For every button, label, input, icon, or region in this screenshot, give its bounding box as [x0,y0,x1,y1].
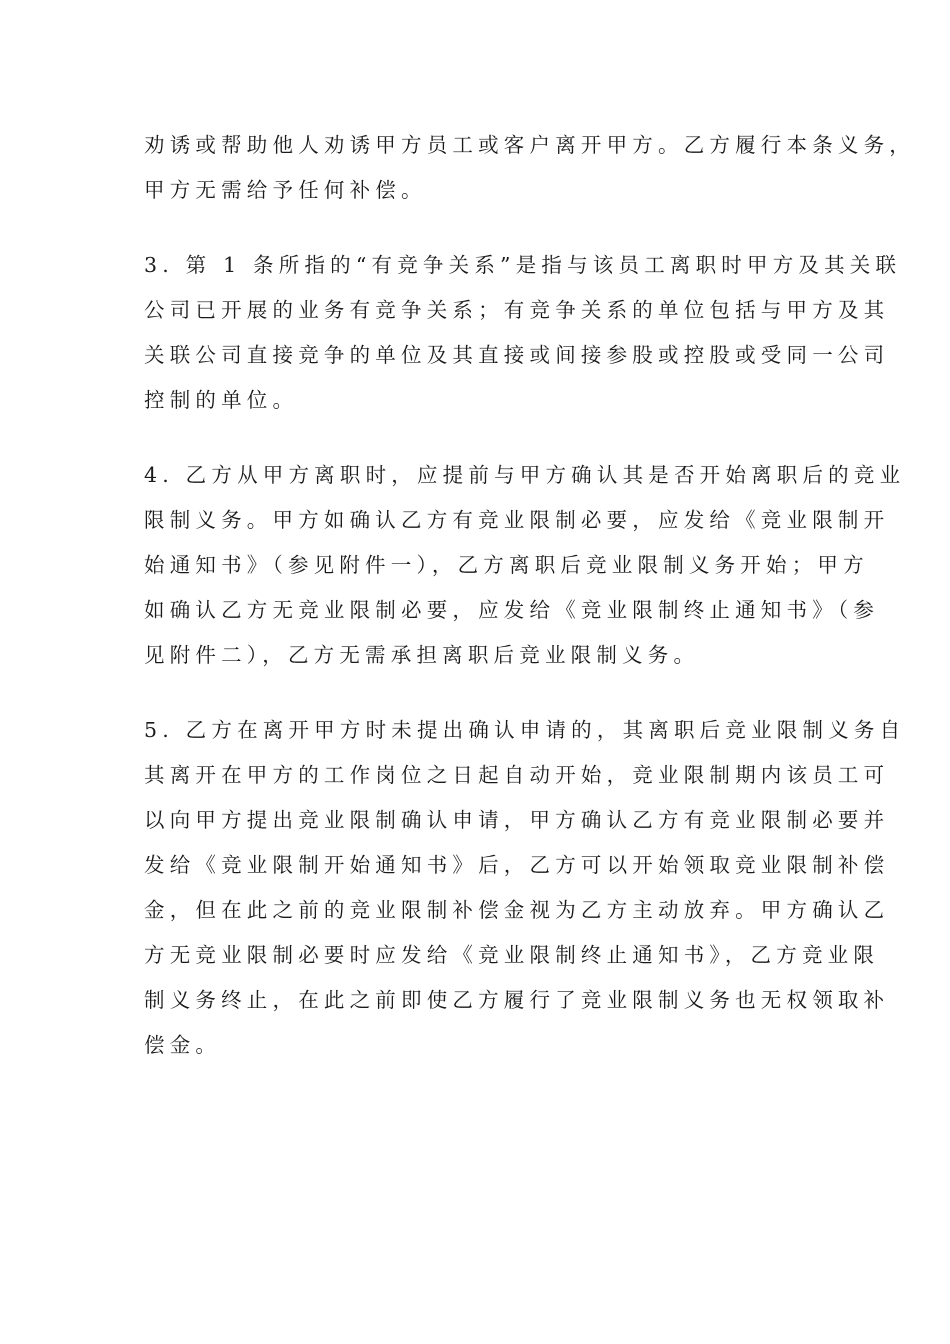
text-line: 限制义务。甲方如确认乙方有竞业限制必要，应发给《竞业限制开 [144,508,890,532]
text-line: 控制的单位。 [144,388,299,412]
text-line: 以向甲方提出竞业限制确认申请，甲方确认乙方有竞业限制必要并 [144,808,890,832]
text-line: 甲方无需给予任何补偿。 [144,178,427,202]
paragraph-clause-3 [144,243,902,423]
text-line: 偿金。 [144,1033,222,1057]
text-line: 公司已开展的业务有竞争关系；有竞争关系的单位包括与甲方及其 [144,298,890,322]
text-line: 见附件二），乙方无需承担离职后竞业限制义务。 [144,643,700,667]
text-line: 金，但在此之前的竞业限制补偿金视为乙方主动放弃。甲方确认乙 [144,898,890,922]
text-line: 5. 乙方在离开甲方时未提出确认申请的，其离职后竞业限制义务自 [144,718,906,742]
paragraph-continuation [144,123,915,213]
text-line: 3. 第 1 条所指的“有竞争关系”是指与该员工离职时甲方及其关联 [144,253,902,277]
text-line: 制义务终止，在此之前即使乙方履行了竞业限制义务也无权领取补 [144,988,890,1012]
text-line: 4. 乙方从甲方离职时，应提前与甲方确认其是否开始离职后的竞业 [144,463,906,487]
text-line: 关联公司直接竞争的单位及其直接或间接参股或控股或受同一公司 [144,343,890,367]
text-line: 方无竞业限制必要时应发给《竞业限制终止通知书》，乙方竞业限 [144,943,880,967]
paragraph-clause-5 [144,708,906,1068]
text-line: 劝诱或帮助他人劝诱甲方员工或客户离开甲方。乙方履行本条义务， [144,133,915,157]
text-line: 其离开在甲方的工作岗位之日起自动开始，竞业限制期内该员工可 [144,763,890,787]
text-line: 发给《竞业限制开始通知书》后，乙方可以开始领取竞业限制补偿 [144,853,890,877]
paragraph-clause-4 [144,453,906,678]
text-line: 始通知书》（参见附件一），乙方离职后竞业限制义务开始；甲方 [144,553,869,577]
document-page [144,123,915,1098]
text-line: 如确认乙方无竞业限制必要，应发给《竞业限制终止通知书》（参 [144,598,880,622]
